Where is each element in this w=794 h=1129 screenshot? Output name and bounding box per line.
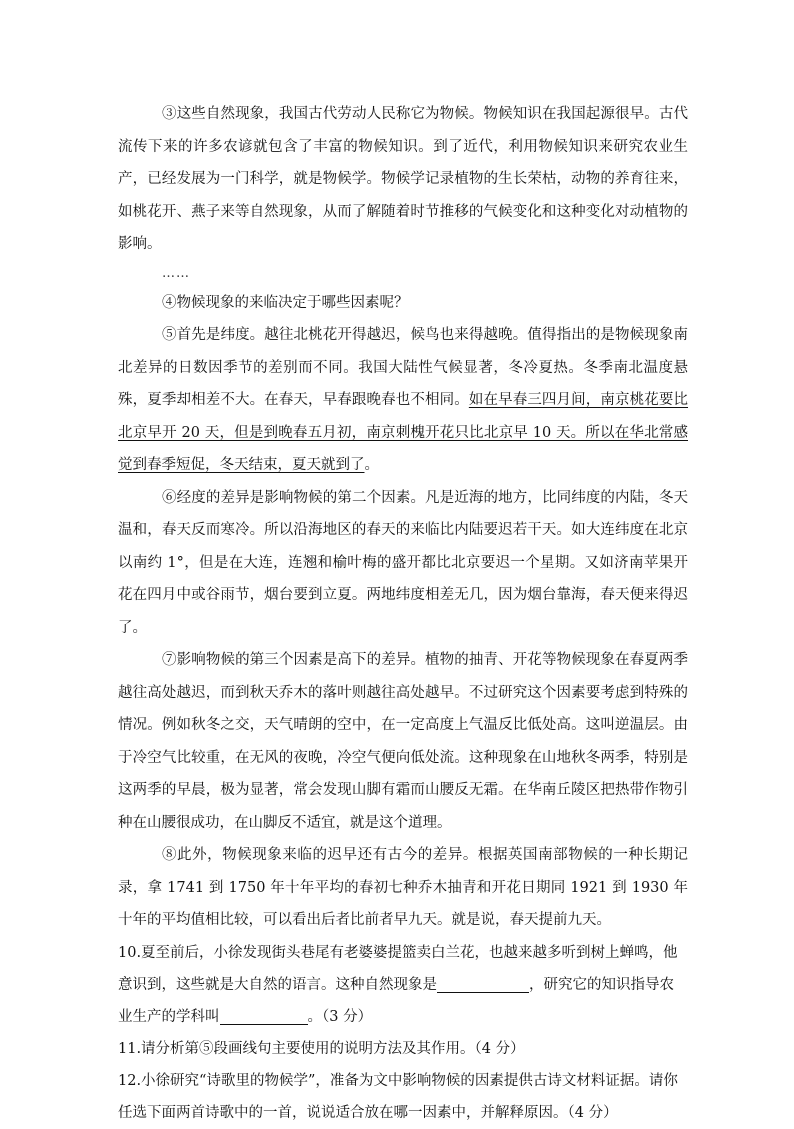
question-11: 11.请分析第⑤段画线句主要使用的说明方法及其作用。（4 分） xyxy=(118,1040,525,1057)
ellipsis: …… xyxy=(162,265,190,281)
exam-page xyxy=(118,98,688,1129)
question-12: 12.小徐研究“诗歌里的物候学”，准备为文中影响物候的因素提供古诗文材料证据。请你任选下面两首诗歌中的一首，说说适合放在哪一因素中，并解释原因。（4 分） xyxy=(118,1072,678,1121)
answer-blank-2[interactable] xyxy=(220,1006,308,1025)
paragraph-5-text: ⑤首先是纬度。越往北桃花开得越迟，候鸟也来得越晚。值得指出的是物候现象南北差异的日数因季节的差别而不同。我国大陆性气候显著，冬冷夏热。冬季南北温度悬殊，夏季却相差不大。在春天，早春跟晚春也不相同。 xyxy=(118,327,688,408)
question-10-stem: 10.夏至前后，小徐发现街头巷尾有老婆婆提篮卖白兰花，也越来越多听到树上蝉鸣，他意识到，这些就是大自然的语言。这种自然现象是 xyxy=(118,944,678,993)
paragraph-5 xyxy=(118,319,688,482)
question-10-score: 。（3 分） xyxy=(307,1008,373,1025)
paragraph-5-end: 。 xyxy=(364,457,379,473)
question-10-mid: ，研究它的知识指导农业生产的学科叫 xyxy=(118,976,674,1025)
answer-blank-1[interactable] xyxy=(437,974,529,993)
paragraph-6: ⑥经度的差异是影响物候的第二个因素。凡是近海的地方，比同纬度的内陆，冬天温和，春天反而寒冷。所以沿海地区的春天的来临比内陆要迟若干天。如大连纬度在北京以南约 1°，但是在大连，连翘和榆叶梅的盛开都比北京要迟一个星期。又如济南苹果开花在四月中或谷雨节，烟台要到立夏。两地纬度相差无几，因为烟台靠海，春天便来得迟了。 xyxy=(118,489,688,636)
paragraph-3: ③这些自然现象，我国古代劳动人民称它为物候。物候知识在我国起源很早。古代流传下来的许多农谚就包含了丰富的物候知识。到了近代，利用物候知识来研究农业生产，已经发展为一门科学，就是物候学。物候学记录植物的生长荣枯，动物的养育往来，如桃花开、燕子来等自然现象，从而了解随着时节推移的气候变化和这种变化对动植物的影响。 xyxy=(118,106,688,252)
question-10 xyxy=(118,937,688,1033)
paragraph-4: ④物候现象的来临决定于哪些因素呢？ xyxy=(162,294,409,311)
paragraph-7: ⑦影响物候的第三个因素是高下的差异。植物的抽青、开花等物候现象在春夏两季越往高处越迟，而到秋天乔木的落叶则越往高处越早。不过研究这个因素要考虑到特殊的情况。例如秋冬之交，天气晴朗的空中，在一定高度上气温反比低处高。这叫逆温层。由于冷空气比较重，在无风的夜晚，冷空气便向低处流。这种现象在山地秋冬两季，特别是这两季的早晨，极为显著，常会发现山脚有霜而山腰反无霜。在华南丘陵区把热带作物引种在山腰很成功，在山脚反不适宜，就是这个道理。 xyxy=(118,652,688,831)
paragraph-8: ⑧此外，物候现象来临的迟早还有古今的差异。根据英国南部物候的一种长期记录，拿 1741 到 1750 年十年平均的春初七种乔木抽青和开花日期同 1921 到 1930 年十年的平均值相比较，可以看出后者比前者早九天。就是说，春天提前九天。 xyxy=(118,847,688,928)
underlined-sentence: 如在早春三四月间，南京桃花要比北京早开 20 天，但是到晚春五月初，南京刺槐开花只比北京早 10 天。所以在华北常感觉到春季短促，冬天结束，夏天就到了 xyxy=(118,392,689,473)
